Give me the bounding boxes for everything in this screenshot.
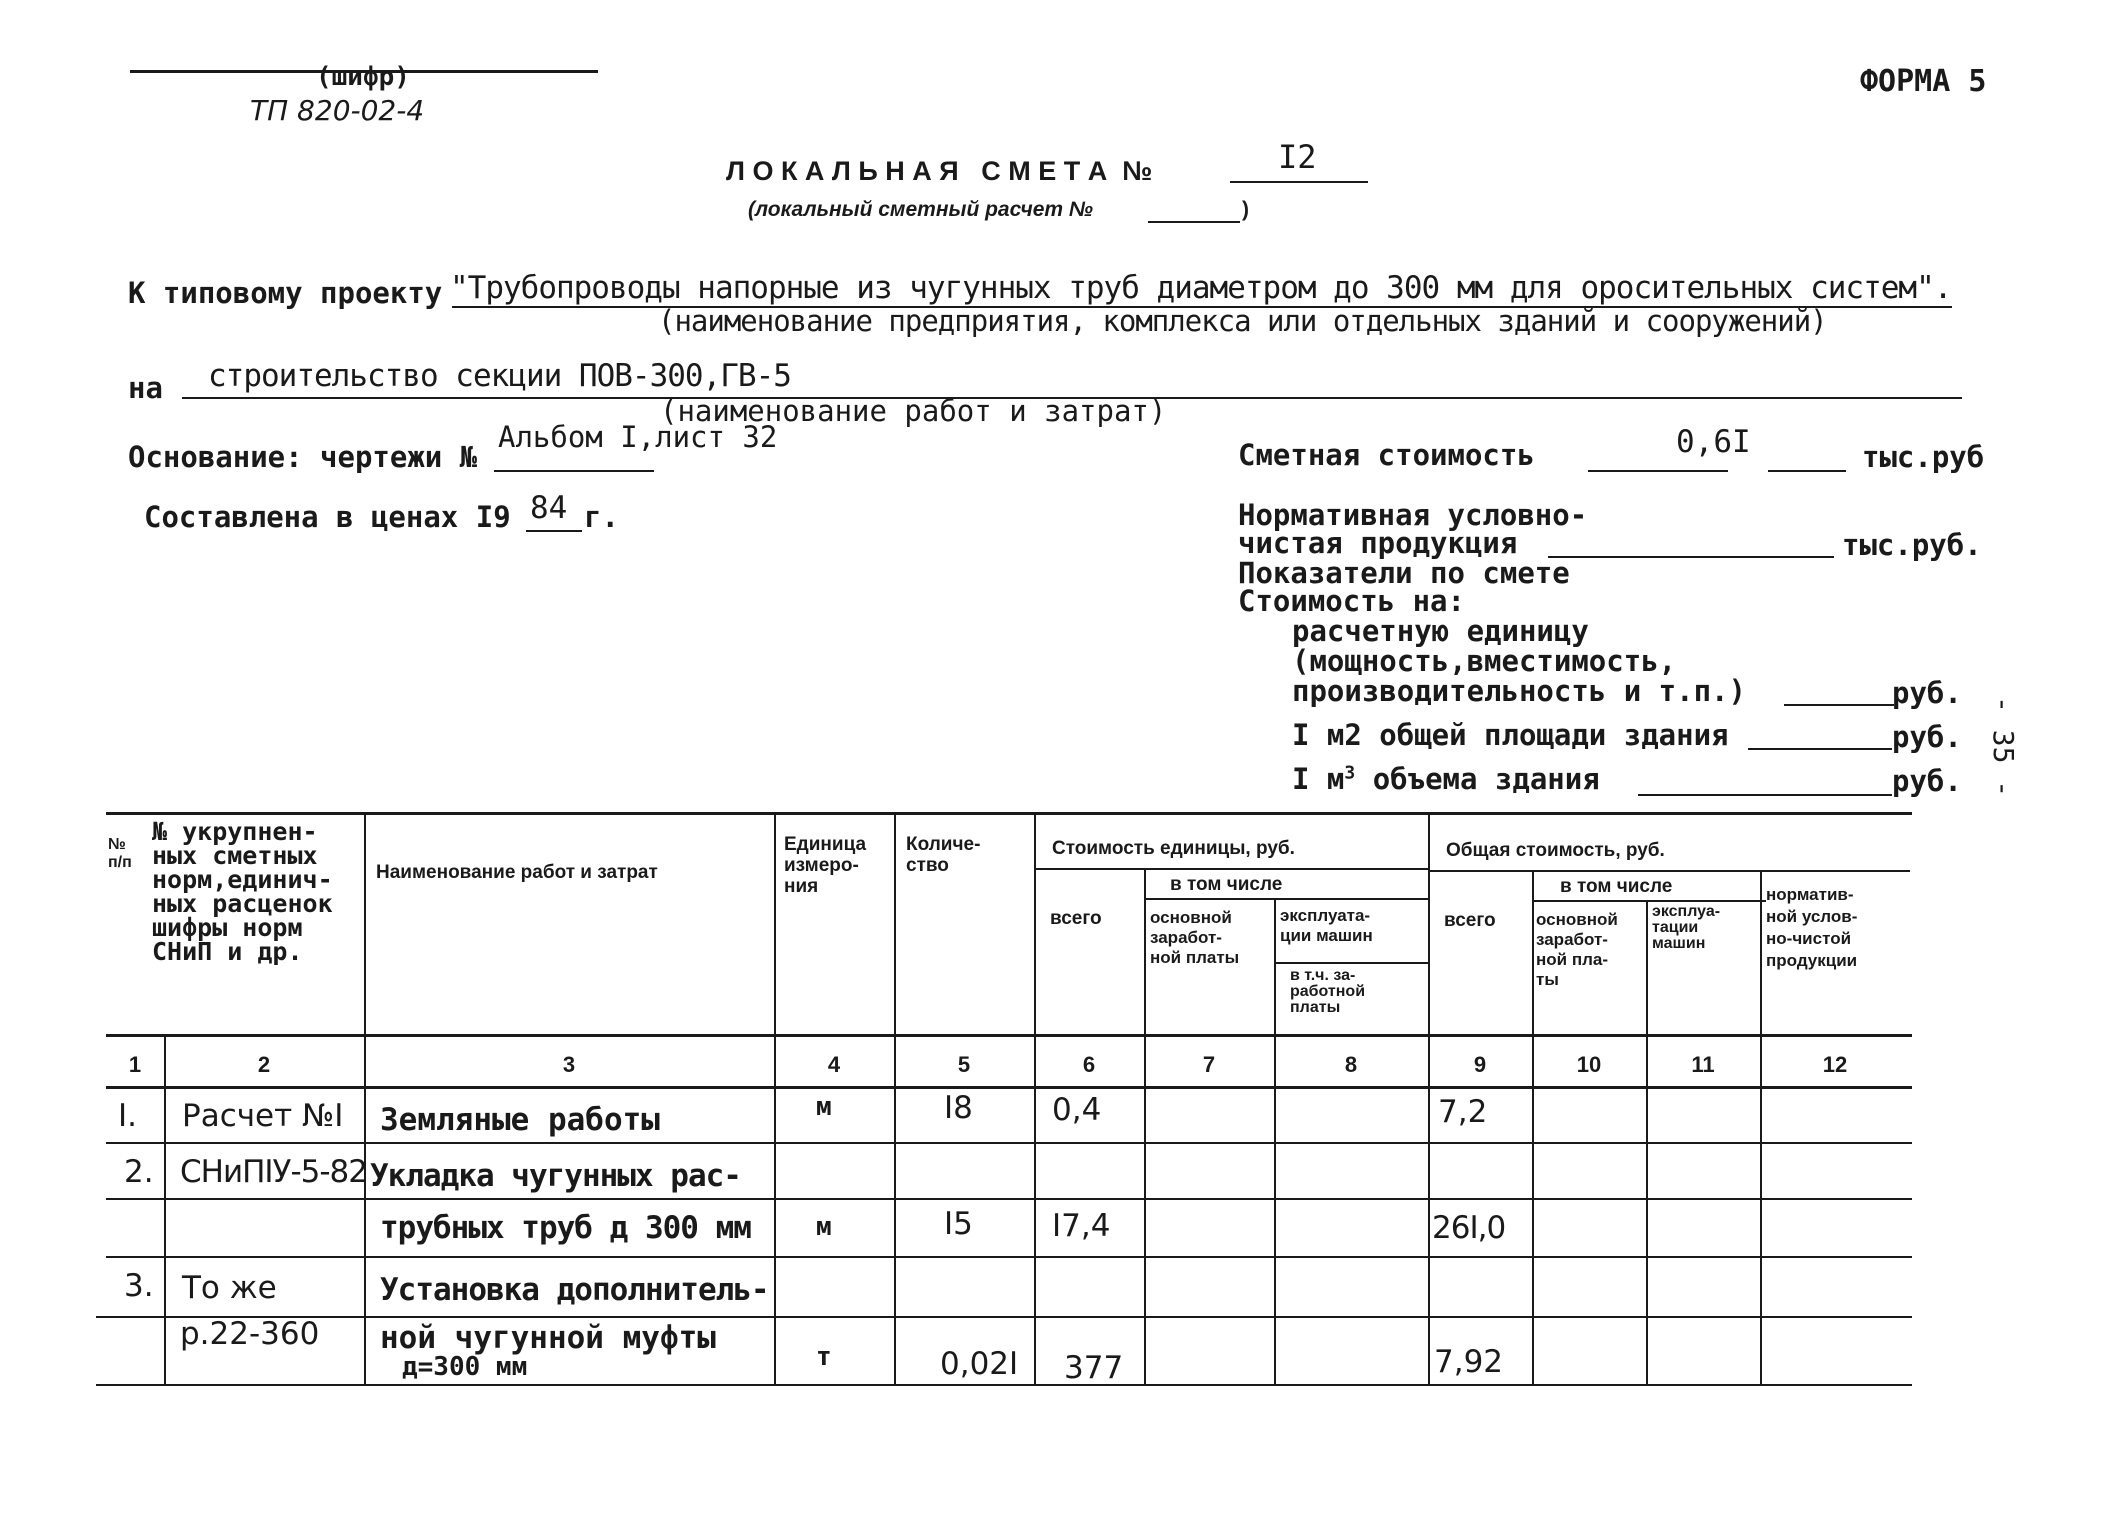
norm-underline: [1548, 556, 1834, 558]
colnum-2: 2: [257, 1052, 271, 1077]
hdr-unit-v-tom: в том числе: [1170, 874, 1283, 895]
calc-unit-underline: [1784, 704, 1894, 706]
hdr-col3: Наименование работ и затрат: [376, 862, 658, 883]
m3-underline: [1638, 794, 1892, 796]
cipher-label: (шифр): [316, 62, 410, 92]
row1-num: I.: [118, 1098, 137, 1134]
hdr-total-vsego: всего: [1444, 910, 1496, 931]
row3-name3: д=300 мм: [402, 1352, 528, 1382]
calc-unit-rub: руб.: [1892, 676, 1962, 710]
vcol-9: [1532, 870, 1534, 1384]
colnum-9: 9: [1473, 1052, 1487, 1077]
colnum-5: 5: [957, 1052, 971, 1077]
hdr-col8b: в т.ч. за- работной платы: [1290, 967, 1366, 1016]
estimate-number: I2: [1278, 138, 1317, 176]
norm-line-2: чистая продукция: [1238, 526, 1518, 560]
row1-code: Расчет №I: [182, 1098, 344, 1134]
hdr-col2: № укрупнен- ных сметных норм,единич- ных расценок шифры норм СНиП и др.: [152, 817, 333, 966]
row-2b-rule: [106, 1256, 1912, 1258]
row3-qty: 0,02I: [940, 1346, 1019, 1382]
project-value: "Трубопроводы напорные из чугунных труб диаметром до 300 мм для оросительных систем".: [450, 270, 1952, 306]
row3-code2: р.22-360: [180, 1316, 320, 1352]
cost-on-label: Стоимость на:: [1238, 584, 1465, 618]
hdr-col5: Количе- ство: [906, 834, 981, 876]
vcol-1: [164, 1034, 166, 1384]
hdr-col4: Единица измеро- ния: [784, 834, 867, 897]
estimate-subtitle-end: ): [1242, 198, 1249, 221]
hdr-col1: № п/п: [108, 836, 132, 871]
colnum-8: 8: [1344, 1052, 1358, 1077]
row1-price: 0,4: [1052, 1092, 1102, 1128]
form-label: ФОРМА 5: [1860, 64, 1987, 99]
vcol-6: [1144, 870, 1146, 1384]
colnum-7: 7: [1202, 1052, 1216, 1077]
cost-unit: тыс.руб: [1862, 440, 1985, 474]
hdr-total-cost: Общая стоимость, руб.: [1446, 840, 1665, 861]
row2-unit: м: [816, 1212, 832, 1242]
estimate-number-underline: [1230, 181, 1368, 183]
vcol-8: [1428, 812, 1430, 1384]
vcol-7: [1274, 898, 1276, 1384]
row2-name: Укладка чугунных рас-: [370, 1158, 741, 1194]
row3-unit: т: [816, 1342, 832, 1372]
row3-name2: ной чугунной муфты: [380, 1320, 716, 1356]
row2-qty: I5: [944, 1206, 973, 1242]
m3-rub: руб.: [1892, 764, 1962, 798]
row1-unit: м: [816, 1092, 832, 1122]
hdr-col11: эксплуа- тации машин: [1652, 903, 1721, 952]
row3-total: 7,92: [1434, 1344, 1504, 1380]
subtitle-number-underline: [1148, 221, 1240, 223]
c8-split-rule: [1276, 962, 1430, 964]
hdr-col8a: эксплуата- ции машин: [1280, 906, 1373, 945]
row1-total: 7,2: [1438, 1094, 1488, 1130]
hdr-unit-cost: Стоимость единицы, руб.: [1052, 838, 1295, 859]
colnum-1: 1: [128, 1052, 142, 1077]
vcol-5: [1034, 812, 1036, 1384]
row3-code: То же: [182, 1270, 277, 1306]
cipher-value: ТП 820-02-4: [250, 94, 425, 127]
work-caption: (наименование работ и затрат): [660, 394, 1167, 428]
row1-name: Земляные работы: [380, 1102, 660, 1138]
colnum-4: 4: [827, 1052, 841, 1077]
basis-value: Альбом I,лист 32: [498, 420, 778, 454]
calc-unit-1: расчетную единицу: [1292, 614, 1589, 648]
table-bottom-rule: [96, 1384, 1912, 1386]
m2-underline: [1748, 748, 1892, 750]
colnum-12: 12: [1822, 1052, 1848, 1077]
row2-total: 26I,0: [1432, 1210, 1506, 1246]
prices-label: Составлена в ценах I9: [144, 500, 511, 534]
unit-cost-sub-rule: [1036, 868, 1430, 870]
row-3a-rule: [96, 1316, 1912, 1318]
cost-value: 0,6I: [1676, 424, 1751, 460]
row2-price: I7,4: [1052, 1208, 1111, 1244]
row3-name: Установка дополнитель-: [380, 1272, 769, 1308]
vcol-11: [1760, 870, 1762, 1384]
project-caption: (наименование предприятия, комплекса или отдельных зданий и сооружений): [658, 304, 1827, 338]
estimate-title: Л О К А Л Ь Н А Я С М Е Т А №: [726, 156, 1153, 186]
work-prefix: на: [128, 371, 163, 405]
hdr-total-v-tom: в том числе: [1560, 876, 1673, 897]
estimate-subtitle: (локальный сметный расчет №: [748, 198, 1093, 221]
hdr-unit-vsego: всего: [1050, 908, 1102, 929]
colnum-3: 3: [562, 1052, 576, 1077]
colnum-11: 11: [1691, 1052, 1715, 1077]
vcol-10: [1646, 900, 1648, 1384]
vcol-3: [774, 812, 776, 1384]
prices-year-underline: [526, 530, 582, 532]
row3-price: 377: [1064, 1350, 1124, 1386]
row3-num: 3.: [124, 1268, 154, 1304]
header-bottom-rule: [106, 1034, 1912, 1037]
m2-rub: руб.: [1892, 720, 1962, 754]
table-top-rule: [106, 812, 1912, 815]
hdr-col10: основной заработ- ной пла- ты: [1536, 910, 1618, 989]
row1-qty: I8: [944, 1090, 973, 1126]
colnum-6: 6: [1082, 1052, 1096, 1077]
row2-name2: трубных труб д 300 мм: [380, 1210, 751, 1246]
row2-num: 2.: [124, 1154, 154, 1190]
prices-suffix: г.: [584, 500, 619, 534]
row-1-rule: [106, 1142, 1912, 1144]
unit-v-tom-rule: [1146, 898, 1430, 900]
colnum-bottom-rule: [106, 1086, 1912, 1089]
m2-label: I м2 общей площади здания: [1292, 718, 1729, 752]
vcol-2: [364, 812, 366, 1384]
hdr-col7: основной заработ- ной платы: [1150, 908, 1240, 967]
calc-unit-2: (мощность,вместимость,: [1292, 644, 1677, 678]
project-prefix: К типовому проекту: [128, 276, 443, 310]
hdr-col12: норматив- ной услов- но-чистой продукции: [1766, 885, 1858, 970]
cost-label: Сметная стоимость: [1238, 438, 1535, 472]
basis-underline: [494, 470, 654, 472]
m3-label: I $м^3$ объема здания: [1292, 762, 1600, 796]
prices-year: 84: [530, 490, 568, 526]
vcol-4: [894, 812, 896, 1384]
norm-line-1: Нормативная условно-: [1238, 498, 1588, 532]
calc-unit-3: производительность и т.п.): [1292, 674, 1746, 708]
row2-code: СНиПIУ-5-82: [180, 1154, 367, 1190]
basis-label: Основание: чертежи №: [128, 440, 478, 474]
total-cost-sub-rule: [1430, 870, 1910, 872]
work-value: строительство секции ПОВ-300,ГВ-5: [208, 358, 791, 394]
cost-underline-2: [1768, 470, 1846, 472]
total-v-tom-rule: [1534, 900, 1766, 902]
indicators-label: Показатели по смете: [1238, 556, 1570, 590]
norm-unit: тыс.руб.: [1842, 528, 1982, 562]
page-number: - 35 -: [1987, 696, 2020, 798]
colnum-10: 10: [1576, 1052, 1602, 1077]
cost-underline: [1588, 470, 1728, 472]
row-2a-rule: [106, 1198, 1912, 1200]
